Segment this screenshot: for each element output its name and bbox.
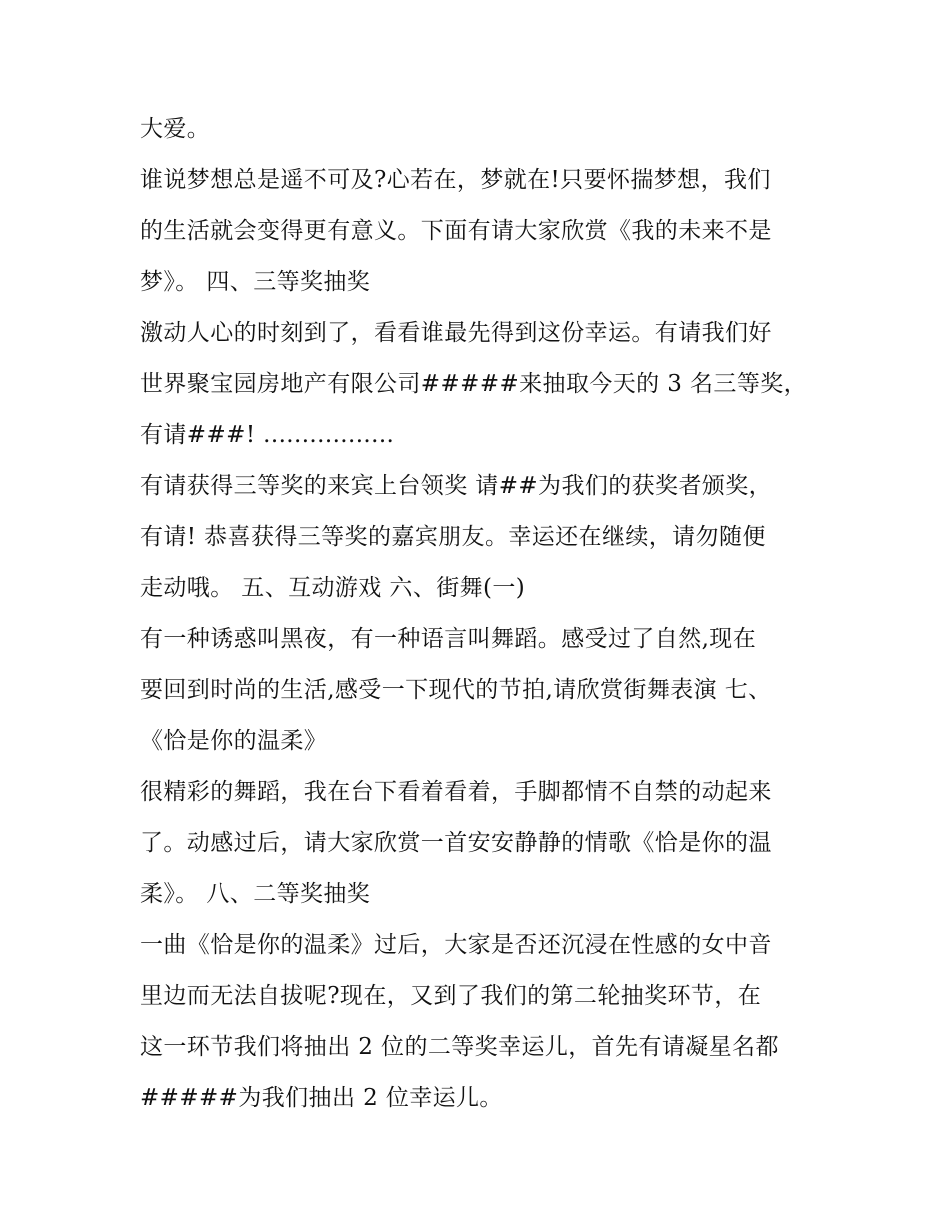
text-line: 世界聚宝园房地产有限公司#####来抽取今天的 3 名三等奖，	[140, 371, 808, 397]
text-line: 梦》。 四、三等奖抽奖	[140, 269, 371, 295]
text-line: 有请###! .................	[140, 422, 395, 448]
text-line: 这一环节我们将抽出 2 位的二等奖幸运儿，首先有请凝星名都	[140, 1034, 779, 1060]
text-line: 有一种诱惑叫黑夜，有一种语言叫舞蹈。感受过了自然,现在	[140, 626, 757, 652]
text-line: 走动哦。 五、互动游戏 六、街舞(一)	[140, 575, 526, 601]
text-line: 《恰是你的温柔》	[140, 728, 328, 754]
text-line: 里边而无法自拔呢?现在，又到了我们的第二轮抽奖环节，在	[140, 983, 762, 1009]
text-line: 要回到时尚的生活,感受一下现代的节拍,请欣赏街舞表演 七、	[140, 677, 772, 703]
text-line: 谁说梦想总是遥不可及?心若在，梦就在!只要怀揣梦想，我们	[140, 167, 771, 193]
text-line: 柔》。 八、二等奖抽奖	[140, 881, 371, 907]
text-line: 的生活就会变得更有意义。下面有请大家欣赏《我的未来不是	[140, 218, 772, 244]
document-page	[140, 104, 820, 1124]
text-line: 一曲《恰是你的温柔》过后，大家是否还沉浸在性感的女中音	[140, 932, 772, 958]
text-line: #####为我们抽出 2 位幸运儿。	[140, 1085, 503, 1111]
text-line: 有请! 恭喜获得三等奖的嘉宾朋友。幸运还在继续，请勿随便	[140, 524, 766, 550]
text-line: 有请获得三等奖的来宾上台领奖 请##为我们的获奖者颁奖，	[140, 473, 773, 499]
text-line: 很精彩的舞蹈，我在台下看着看着，手脚都情不自禁的动起来	[140, 779, 772, 805]
text-line: 了。动感过后，请大家欣赏一首安安静静的情歌《恰是你的温	[140, 830, 772, 856]
text-line: 大爱。	[140, 116, 211, 142]
text-line: 激动人心的时刻到了，看看谁最先得到这份幸运。有请我们好	[140, 320, 772, 346]
